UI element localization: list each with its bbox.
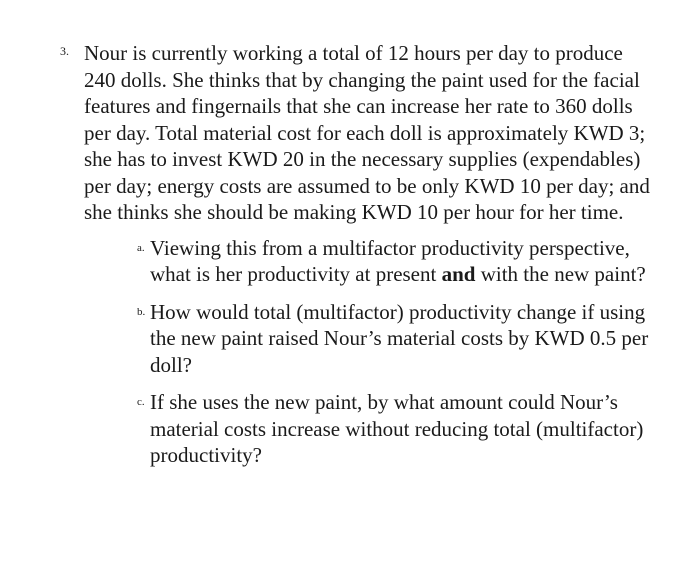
sub-question-text: If she uses the new paint, by what amount could Nour’s material costs increase without reducing total (multifactor) productivity? <box>150 390 644 467</box>
sub-question-b <box>126 299 658 379</box>
sub-question-text: Viewing this from a multifactor productivity perspective, what is her productivity at present <box>150 235 630 286</box>
question-text: Nour is currently working a total of 12 hours per day to produce 240 dolls. She thinks that by changing the paint used for the facial features and fingernails that she can increase her rate to 360 dolls per day. Total material cost for each doll is approximately KWD 3; she has to invest KWD 20 in the necessary supplies (expendables) per day; energy costs are assumed to be only KWD 10 per day; and she thinks she should be making KWD 10 per hour for her time. <box>84 41 650 224</box>
question-number: 3. <box>60 44 69 58</box>
sub-question-letter: c. <box>137 396 145 408</box>
sub-question-a <box>126 235 658 288</box>
sub-question-text-end: with the new paint? <box>475 262 646 286</box>
sub-question-c <box>126 389 658 469</box>
question-3 <box>58 40 658 226</box>
sub-question-letter: a. <box>137 241 145 254</box>
sub-question-list <box>58 235 658 469</box>
problem-block <box>58 40 658 480</box>
sub-question-bold-text: and <box>441 262 476 286</box>
sub-question-text: How would total (multifactor) productivity change if using the new paint raised Nour’s material costs by KWD 0.5 per doll? <box>150 299 649 377</box>
sub-question-letter: b. <box>137 305 146 318</box>
